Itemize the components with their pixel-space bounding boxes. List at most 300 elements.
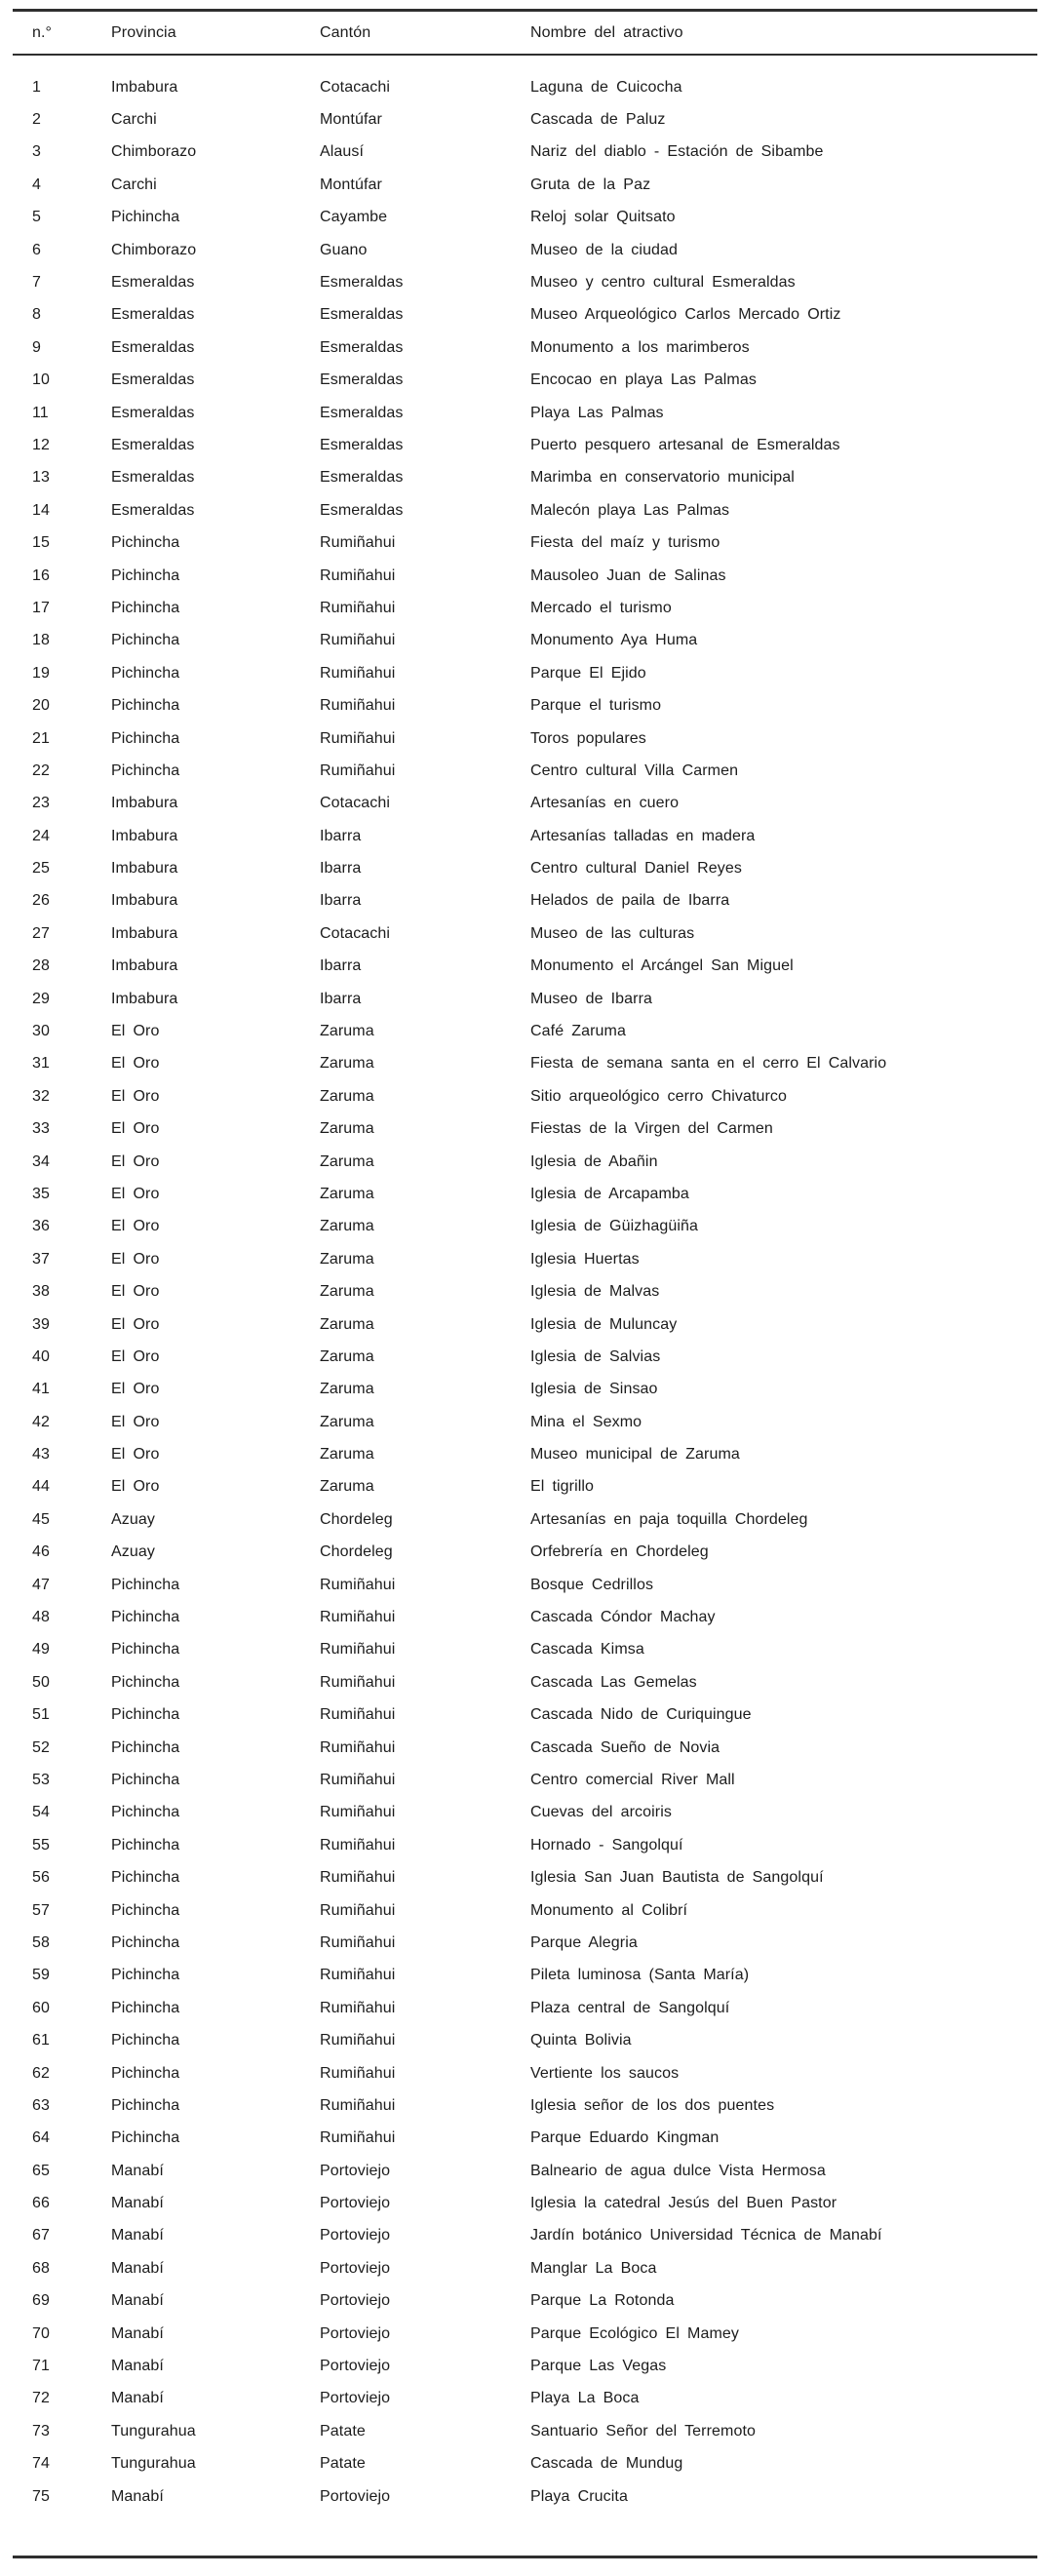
cell-nombre: Manglar La Boca [530, 2259, 657, 2277]
cell-numero: 31 [32, 1055, 50, 1073]
cell-provincia: El Oro [111, 1315, 160, 1333]
table-row [13, 1569, 1037, 1601]
cell-numero: 72 [32, 2390, 50, 2407]
cell-nombre: Iglesia señor de los dos puentes [530, 2096, 775, 2114]
cell-canton: Portoviejo [320, 2487, 391, 2505]
cell-numero: 58 [32, 1933, 50, 1951]
cell-provincia: Pichincha [111, 697, 180, 715]
cell-canton: Rumiñahui [320, 1576, 396, 1593]
cell-canton: Esmeraldas [320, 306, 404, 324]
cell-nombre: Plaza central de Sangolquí [530, 1999, 730, 2016]
table-row [13, 1275, 1037, 1308]
cell-canton: Zaruma [320, 1478, 374, 1496]
cell-numero: 63 [32, 2096, 50, 2114]
cell-canton: Zaruma [320, 1413, 374, 1430]
cell-numero: 62 [32, 2064, 50, 2082]
cell-nombre: Balneario de agua dulce Vista Hermosa [530, 2162, 826, 2179]
cell-canton: Patate [320, 2422, 366, 2439]
cell-provincia: Pichincha [111, 1738, 180, 1756]
cell-nombre: Hornado - Sangolquí [530, 1836, 683, 1854]
cell-provincia: Imbabura [111, 795, 178, 812]
table-row [13, 657, 1037, 689]
cell-numero: 6 [32, 241, 41, 258]
cell-canton: Rumiñahui [320, 1772, 396, 1788]
table-row [13, 2448, 1037, 2480]
cell-nombre: Centro cultural Villa Carmen [530, 761, 739, 779]
table-row [13, 137, 1037, 169]
cell-canton: Zaruma [320, 1023, 374, 1040]
cell-provincia: El Oro [111, 1283, 160, 1301]
cell-canton: Chordeleg [320, 1510, 393, 1528]
cell-numero: 12 [32, 436, 50, 453]
cell-nombre: Quinta Bolivia [530, 2032, 632, 2049]
cell-numero: 26 [32, 892, 50, 910]
cell-provincia: El Oro [111, 1347, 160, 1365]
cell-nombre: Cascada de Mundug [530, 2455, 683, 2473]
cell-numero: 38 [32, 1283, 50, 1301]
cell-nombre: Museo municipal de Zaruma [530, 1446, 740, 1464]
cell-canton: Esmeraldas [320, 338, 404, 356]
cell-canton: Zaruma [320, 1055, 374, 1073]
cell-provincia: Imbabura [111, 957, 178, 975]
cell-provincia: Pichincha [111, 1804, 180, 1821]
table-row [13, 1503, 1037, 1536]
cell-nombre: Parque el turismo [530, 697, 662, 715]
cell-nombre: Parque Ecológico El Mamey [530, 2324, 739, 2342]
cell-provincia: Pichincha [111, 1869, 180, 1887]
cell-nombre: Artesanías talladas en madera [530, 827, 756, 844]
attractions-table [13, 9, 1037, 2558]
cell-canton: Esmeraldas [320, 371, 404, 389]
table-row [13, 2383, 1037, 2415]
cell-nombre: Sitio arqueológico cerro Chivaturco [530, 1087, 788, 1105]
table-row [13, 689, 1037, 722]
cell-nombre: Museo y centro cultural Esmeraldas [530, 274, 796, 292]
cell-numero: 48 [32, 1609, 50, 1626]
cell-numero: 28 [32, 957, 50, 975]
cell-canton: Zaruma [320, 1218, 374, 1235]
table-row [13, 2123, 1037, 2155]
cell-numero: 69 [32, 2292, 50, 2310]
table-row [13, 1341, 1037, 1373]
cell-numero: 37 [32, 1250, 50, 1268]
cell-canton: Ibarra [320, 827, 362, 844]
cell-nombre: Centro cultural Daniel Reyes [530, 860, 742, 878]
table-row [13, 951, 1037, 983]
cell-numero: 1 [32, 78, 41, 96]
cell-nombre: Mausoleo Juan de Salinas [530, 566, 726, 584]
cell-provincia: El Oro [111, 1250, 160, 1268]
cell-nombre: Playa Las Palmas [530, 404, 664, 421]
cell-canton: Zaruma [320, 1152, 374, 1170]
table-row [13, 1015, 1037, 1047]
table-row [13, 2350, 1037, 2382]
cell-nombre: Fiestas de la Virgen del Carmen [530, 1120, 773, 1138]
cell-numero: 47 [32, 1576, 50, 1593]
cell-provincia: Manabí [111, 2358, 164, 2375]
cell-numero: 59 [32, 1967, 50, 1984]
table-row [13, 2415, 1037, 2447]
cell-numero: 61 [32, 2032, 50, 2049]
cell-canton: Portoviejo [320, 2195, 391, 2212]
table-row [13, 2155, 1037, 2187]
cell-provincia: Pichincha [111, 2129, 180, 2147]
cell-numero: 14 [32, 501, 50, 519]
table-row [13, 234, 1037, 266]
cell-provincia: Pichincha [111, 1641, 180, 1659]
cell-canton: Rumiñahui [320, 534, 396, 552]
table-row [13, 2220, 1037, 2252]
cell-numero: 36 [32, 1218, 50, 1235]
cell-provincia: Imbabura [111, 827, 178, 844]
cell-nombre: Museo de Ibarra [530, 990, 653, 1007]
cell-numero: 17 [32, 599, 50, 616]
cell-canton: Rumiñahui [320, 632, 396, 649]
cell-numero: 34 [32, 1152, 50, 1170]
cell-canton: Cotacachi [320, 78, 391, 96]
cell-numero: 52 [32, 1738, 50, 1756]
cell-canton: Zaruma [320, 1315, 374, 1333]
cell-canton: Rumiñahui [320, 1933, 396, 1951]
cell-nombre: Iglesia de Salvias [530, 1347, 661, 1365]
column-header-nombre: Nombre del atractivo [529, 11, 1037, 56]
cell-canton: Zaruma [320, 1120, 374, 1138]
cell-canton: Rumiñahui [320, 1836, 396, 1854]
cell-nombre: Iglesia de Güizhagüiña [530, 1218, 698, 1235]
table-row [13, 1178, 1037, 1210]
cell-canton: Zaruma [320, 1087, 374, 1105]
cell-canton: Rumiñahui [320, 1738, 396, 1756]
cell-numero: 10 [32, 371, 50, 389]
cell-canton: Rumiñahui [320, 1901, 396, 1919]
column-header-numero: n.° [13, 11, 110, 56]
cell-canton: Portoviejo [320, 2259, 391, 2277]
cell-provincia: El Oro [111, 1446, 160, 1464]
cell-canton: Portoviejo [320, 2227, 391, 2244]
cell-provincia: Pichincha [111, 566, 180, 584]
cell-canton: Cotacachi [320, 795, 391, 812]
cell-provincia: Esmeraldas [111, 274, 195, 292]
cell-canton: Alausí [320, 143, 365, 161]
table-row [13, 2480, 1037, 2557]
cell-numero: 15 [32, 534, 50, 552]
table-row [13, 527, 1037, 559]
table-row [13, 1829, 1037, 1861]
table-row [13, 429, 1037, 461]
cell-canton: Portoviejo [320, 2324, 391, 2342]
cell-numero: 8 [32, 306, 41, 324]
cell-nombre: Museo de las culturas [530, 924, 695, 942]
cell-numero: 4 [32, 176, 41, 193]
cell-nombre: Marimba en conservatorio municipal [530, 469, 795, 487]
column-header-provincia: Provincia [110, 11, 319, 56]
cell-provincia: Carchi [111, 176, 157, 193]
cell-nombre: Parque El Ejido [530, 664, 646, 682]
table-row [13, 1894, 1037, 1927]
cell-numero: 16 [32, 566, 50, 584]
table-row [13, 1634, 1037, 1666]
cell-canton: Montúfar [320, 176, 382, 193]
cell-canton: Montúfar [320, 111, 382, 129]
cell-numero: 23 [32, 795, 50, 812]
cell-provincia: Manabí [111, 2292, 164, 2310]
cell-provincia: Pichincha [111, 1999, 180, 2016]
cell-numero: 50 [32, 1673, 50, 1691]
cell-nombre: Cuevas del arcoiris [530, 1804, 672, 1821]
cell-provincia: Azuay [111, 1543, 155, 1561]
cell-nombre: Cascada Nido de Curiquingue [530, 1706, 752, 1724]
cell-canton: Rumiñahui [320, 566, 396, 584]
cell-numero: 64 [32, 2129, 50, 2147]
cell-provincia: Imbabura [111, 990, 178, 1007]
cell-provincia: Pichincha [111, 729, 180, 747]
cell-provincia: Pichincha [111, 1673, 180, 1691]
table-row [13, 1797, 1037, 1829]
cell-nombre: Centro comercial River Mall [530, 1772, 735, 1788]
cell-nombre: Toros populares [530, 729, 646, 747]
cell-nombre: El tigrillo [530, 1478, 595, 1496]
cell-provincia: El Oro [111, 1120, 160, 1138]
cell-nombre: Iglesia de Muluncay [530, 1315, 678, 1333]
cell-nombre: Reloj solar Quitsato [530, 209, 676, 226]
cell-provincia: Pichincha [111, 2064, 180, 2082]
cell-numero: 73 [32, 2422, 50, 2439]
cell-nombre: Puerto pesquero artesanal de Esmeraldas [530, 436, 840, 453]
cell-nombre: Artesanías en paja toquilla Chordeleg [530, 1510, 808, 1528]
cell-numero: 3 [32, 143, 41, 161]
cell-nombre: Laguna de Cuicocha [530, 78, 682, 96]
cell-numero: 20 [32, 697, 50, 715]
cell-numero: 25 [32, 860, 50, 878]
cell-provincia: El Oro [111, 1055, 160, 1073]
cell-nombre: Café Zaruma [530, 1023, 626, 1040]
cell-canton: Rumiñahui [320, 2064, 396, 2082]
cell-provincia: El Oro [111, 1218, 160, 1235]
table-row [13, 2057, 1037, 2089]
cell-numero: 5 [32, 209, 41, 226]
table-row [13, 169, 1037, 201]
cell-canton: Esmeraldas [320, 469, 404, 487]
table-row [13, 560, 1037, 592]
cell-provincia: El Oro [111, 1413, 160, 1430]
cell-nombre: Iglesia San Juan Bautista de Sangolquí [530, 1869, 824, 1887]
cell-numero: 55 [32, 1836, 50, 1854]
cell-nombre: Artesanías en cuero [530, 795, 680, 812]
cell-canton: Chordeleg [320, 1543, 393, 1561]
cell-provincia: Esmeraldas [111, 469, 195, 487]
cell-numero: 60 [32, 1999, 50, 2016]
table-row [13, 1732, 1037, 1764]
cell-canton: Portoviejo [320, 2162, 391, 2179]
table-row [13, 1861, 1037, 1893]
cell-provincia: Esmeraldas [111, 501, 195, 519]
cell-provincia: Imbabura [111, 924, 178, 942]
cell-provincia: Esmeraldas [111, 306, 195, 324]
cell-canton: Rumiñahui [320, 761, 396, 779]
cell-provincia: Pichincha [111, 1772, 180, 1788]
cell-numero: 27 [32, 924, 50, 942]
cell-canton: Rumiñahui [320, 1673, 396, 1691]
table-row [13, 1374, 1037, 1406]
cell-nombre: Gruta de la Paz [530, 176, 651, 193]
cell-canton: Guano [320, 241, 368, 258]
cell-numero: 49 [32, 1641, 50, 1659]
cell-numero: 29 [32, 990, 50, 1007]
column-header-canton: Cantón [319, 11, 529, 56]
cell-provincia: Esmeraldas [111, 436, 195, 453]
cell-nombre: Parque Las Vegas [530, 2358, 667, 2375]
table-row [13, 462, 1037, 494]
cell-canton: Esmeraldas [320, 404, 404, 421]
cell-provincia: Azuay [111, 1510, 155, 1528]
table-row [13, 788, 1037, 820]
cell-nombre: Cascada Sueño de Novia [530, 1738, 720, 1756]
header-row [13, 11, 1037, 56]
cell-nombre: Encocao en playa Las Palmas [530, 371, 757, 389]
cell-nombre: Cascada Kimsa [530, 1641, 644, 1659]
cell-numero: 71 [32, 2358, 50, 2375]
table-row [13, 2187, 1037, 2219]
cell-numero: 13 [32, 469, 50, 487]
cell-canton: Rumiñahui [320, 729, 396, 747]
cell-nombre: Bosque Cedrillos [530, 1576, 654, 1593]
cell-numero: 45 [32, 1510, 50, 1528]
cell-numero: 7 [32, 274, 41, 292]
cell-numero: 44 [32, 1478, 50, 1496]
cell-numero: 11 [32, 404, 49, 421]
cell-provincia: Pichincha [111, 761, 180, 779]
cell-provincia: Imbabura [111, 892, 178, 910]
cell-provincia: Esmeraldas [111, 404, 195, 421]
table-row [13, 365, 1037, 397]
cell-provincia: El Oro [111, 1185, 160, 1202]
table-row [13, 1146, 1037, 1178]
cell-provincia: Manabí [111, 2324, 164, 2342]
cell-provincia: Imbabura [111, 78, 178, 96]
cell-provincia: Manabí [111, 2487, 164, 2505]
cell-numero: 46 [32, 1543, 50, 1561]
cell-numero: 70 [32, 2324, 50, 2342]
cell-nombre: Museo Arqueológico Carlos Mercado Ortiz [530, 306, 841, 324]
cell-numero: 40 [32, 1347, 50, 1365]
cell-canton: Rumiñahui [320, 1869, 396, 1887]
table-row [13, 1992, 1037, 2024]
cell-nombre: Mercado el turismo [530, 599, 672, 616]
cell-numero: 67 [32, 2227, 50, 2244]
table-row [13, 1308, 1037, 1341]
cell-provincia: Tungurahua [111, 2455, 196, 2473]
cell-canton: Rumiñahui [320, 1999, 396, 2016]
cell-provincia: Pichincha [111, 2032, 180, 2049]
cell-canton: Esmeraldas [320, 436, 404, 453]
cell-nombre: Playa La Boca [530, 2390, 640, 2407]
cell-nombre: Cascada de Paluz [530, 111, 666, 129]
table-row [13, 2089, 1037, 2122]
table-row [13, 885, 1037, 917]
cell-canton: Ibarra [320, 957, 362, 975]
cell-canton: Zaruma [320, 1283, 374, 1301]
cell-provincia: El Oro [111, 1023, 160, 1040]
cell-numero: 39 [32, 1315, 50, 1333]
cell-canton: Rumiñahui [320, 2032, 396, 2049]
cell-numero: 65 [32, 2162, 50, 2179]
table-row [13, 103, 1037, 136]
cell-numero: 53 [32, 1772, 50, 1788]
table-row [13, 494, 1037, 527]
table-row [13, 2285, 1037, 2318]
cell-nombre: Monumento el Arcángel San Miguel [530, 957, 794, 975]
cell-numero: 32 [32, 1087, 50, 1105]
table-row [13, 2318, 1037, 2350]
table-row [13, 1406, 1037, 1438]
cell-nombre: Cascada Las Gemelas [530, 1673, 697, 1691]
cell-provincia: Carchi [111, 111, 157, 129]
table-row [13, 55, 1037, 103]
cell-provincia: El Oro [111, 1381, 160, 1398]
cell-provincia: Pichincha [111, 599, 180, 616]
table-row [13, 1601, 1037, 1633]
cell-canton: Esmeraldas [320, 274, 404, 292]
cell-nombre: Iglesia de Abañin [530, 1152, 658, 1170]
cell-canton: Rumiñahui [320, 1706, 396, 1724]
table-row [13, 1243, 1037, 1275]
cell-canton: Rumiñahui [320, 1641, 396, 1659]
cell-provincia: Pichincha [111, 1706, 180, 1724]
cell-canton: Rumiñahui [320, 1804, 396, 1821]
cell-canton: Portoviejo [320, 2292, 391, 2310]
table-row [13, 299, 1037, 332]
cell-nombre: Orfebrería en Chordeleg [530, 1543, 709, 1561]
table-row [13, 983, 1037, 1015]
cell-canton: Portoviejo [320, 2390, 391, 2407]
cell-numero: 57 [32, 1901, 50, 1919]
cell-nombre: Iglesia la catedral Jesús del Buen Pastor [530, 2195, 837, 2212]
cell-numero: 42 [32, 1413, 50, 1430]
cell-numero: 68 [32, 2259, 50, 2277]
cell-provincia: Pichincha [111, 632, 180, 649]
table-row [13, 592, 1037, 624]
cell-numero: 2 [32, 111, 41, 129]
table-row [13, 2024, 1037, 2056]
cell-provincia: Tungurahua [111, 2422, 196, 2439]
cell-canton: Zaruma [320, 1250, 374, 1268]
cell-nombre: Fiesta del maíz y turismo [530, 534, 720, 552]
cell-nombre: Pileta luminosa (Santa María) [530, 1967, 750, 1984]
cell-nombre: Iglesia de Sinsao [530, 1381, 658, 1398]
cell-provincia: Pichincha [111, 534, 180, 552]
cell-numero: 43 [32, 1446, 50, 1464]
cell-provincia: Pichincha [111, 1576, 180, 1593]
cell-nombre: Mina el Sexmo [530, 1413, 642, 1430]
cell-canton: Cayambe [320, 209, 388, 226]
cell-nombre: Vertiente los saucos [530, 2064, 680, 2082]
table-row [13, 1699, 1037, 1732]
cell-canton: Rumiñahui [320, 697, 396, 715]
cell-provincia: Pichincha [111, 1901, 180, 1919]
cell-canton: Cotacachi [320, 924, 391, 942]
cell-nombre: Fiesta de semana santa en el cerro El Calvario [530, 1055, 887, 1073]
table-row [13, 1666, 1037, 1698]
cell-nombre: Iglesia Huertas [530, 1250, 640, 1268]
cell-provincia: El Oro [111, 1152, 160, 1170]
cell-provincia: Chimborazo [111, 143, 197, 161]
cell-provincia: Pichincha [111, 1609, 180, 1626]
cell-numero: 22 [32, 761, 50, 779]
cell-numero: 54 [32, 1804, 50, 1821]
table-row [13, 1211, 1037, 1243]
cell-numero: 24 [32, 827, 50, 844]
cell-numero: 41 [32, 1381, 50, 1398]
